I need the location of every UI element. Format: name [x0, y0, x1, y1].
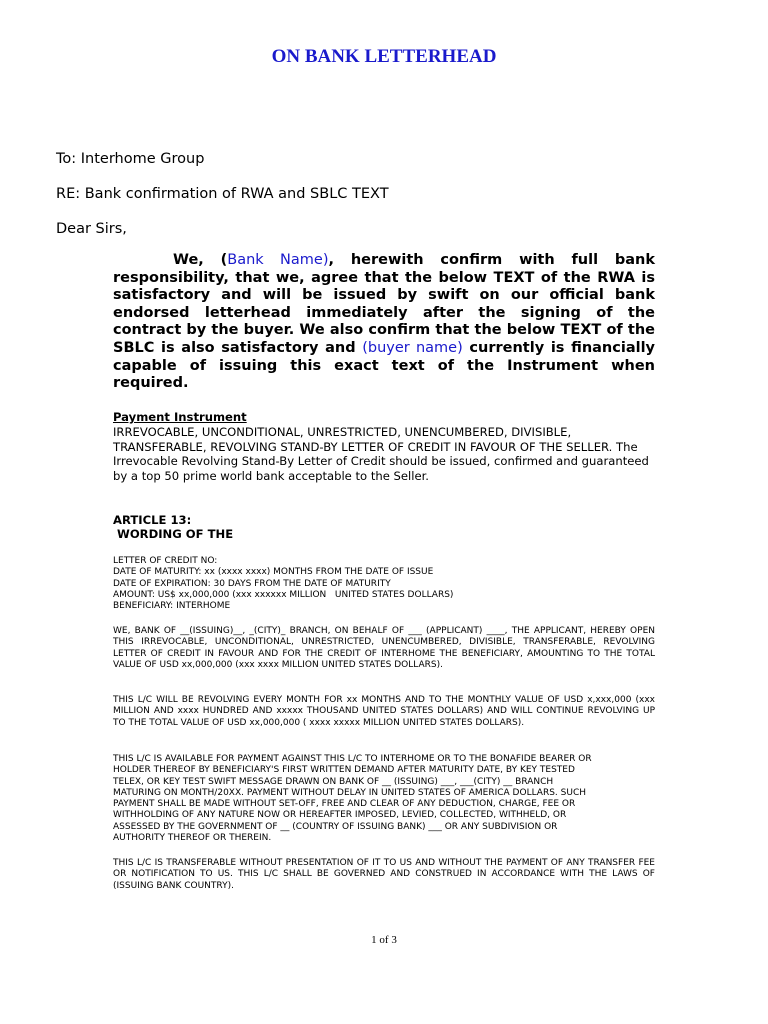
page-number: 1 of 3: [371, 934, 397, 946]
buyer-name-placeholder: (buyer name): [362, 339, 463, 356]
payment-terms-line: HOLDER THEREOF BY BENEFICIARY'S FIRST WRITTEN DEMAND AFTER MATURITY DATE, BY KEY TESTED: [113, 765, 575, 776]
article-wording: WORDING OF THE: [113, 527, 234, 541]
bank-name-placeholder: Bank Name): [227, 252, 329, 268]
recipient-line: To: Interhome Group: [56, 151, 205, 167]
maturity-date-line: DATE OF MATURITY: xx (xxxx xxxx) MONTHS FROM THE DATE OF ISSUE: [113, 567, 434, 578]
payment-terms-line: ASSESSED BY THE GOVERNMENT OF __ (COUNTRY OF ISSUING BANK) ___ OR ANY SUBDIVISION OR: [113, 821, 558, 832]
beneficiary-line: BENEFICIARY: INTERHOME: [113, 601, 231, 612]
payment-terms-paragraph: [113, 754, 655, 844]
expiration-date-line: DATE OF EXPIRATION: 30 DAYS FROM THE DATE OF MATURITY: [113, 578, 391, 589]
lc-number-line: LETTER OF CREDIT NO:: [113, 556, 218, 566]
confirmation-paragraph: [113, 252, 655, 393]
payment-terms-line: TELEX, OR KEY TEST SWIFT MESSAGE DRAWN ON BANK OF __ (ISSUING) ___, ___(CITY) __ BRANCH: [113, 776, 554, 787]
transferability-paragraph: THIS L/C IS TRANSFERABLE WITHOUT PRESENTATION OF IT TO US AND WITHOUT THE PAYMENT OF ANY TRANSFER FEE OR NOTIFICATION TO US. THIS L/C SHALL BE GOVERNED AND CONSTRUED IN ACCORDANCE WITH THE LAWS OF (ISSUING BANK COUNTRY).: [113, 858, 655, 891]
payment-terms-line: THIS L/C IS AVAILABLE FOR PAYMENT AGAINST THIS L/C TO INTERHOME OR TO THE BONAFIDE BEARER OR: [113, 754, 592, 764]
article-heading: [113, 513, 413, 541]
intro-text-1: We, (: [173, 252, 228, 268]
lc-details-block: [113, 556, 655, 612]
letterhead-title: ON BANK LETTERHEAD: [271, 46, 497, 67]
payment-terms-line: MATURING ON MONTH/20XX. PAYMENT WITHOUT DELAY IN UNITED STATES OF AMERICA DOLLARS. SUCH: [113, 787, 587, 798]
payment-instrument-section: [113, 410, 663, 484]
payment-terms-line: WITHHOLDING OF ANY NATURE NOW OR HEREAFTER IMPOSED, LEVIED, COLLECTED, WITHHELD, OR: [113, 810, 567, 821]
issuance-paragraph: WE, BANK OF __(ISSUING)__, _(CITY)_ BRANCH, ON BEHALF OF ___ (APPLICANT) ____, THE APPLICANT, HEREBY OPEN THIS IRREVOCABLE, UNCONDITIONAL, UNRESTRICTED, UNENCUMBERED, DIVISIBLE, TRANSFERABLE, REVOLVING LETTER OF CREDIT IN FAVOUR AND FOR THE CREDIT OF INTERHOME THE BENEFICIARY, AMOUNTING TO THE TOTAL VALUE OF USD xx,000,000 (xxx xxxx MILLION UNITED STATES DOLLARS).: [113, 626, 655, 670]
payment-terms-line: AUTHORITY THEREOF OR THEREIN.: [113, 833, 272, 844]
payment-instrument-title: Payment Instrument: [113, 410, 247, 424]
payment-terms-line: PAYMENT SHALL BE MADE WITHOUT SET-OFF, FREE AND CLEAR OF ANY DEDUCTION, CHARGE, FEE OR: [113, 799, 576, 810]
revolving-paragraph: THIS L/C WILL BE REVOLVING EVERY MONTH FOR xx MONTHS AND TO THE MONTHLY VALUE OF USD x,xxx,000 (xxx MILLION AND xxxx HUNDRED AND xxxxx THOUSAND UNITED STATES DOLLARS) AND WILL CONTINUE REVOLVING UP TO THE TOTAL VALUE OF USD xx,000,000 ( xxxx xxxxx MILLION UNITED STATES DOLLARS).: [113, 695, 655, 728]
subject-line: RE: Bank confirmation of RWA and SBLC TEXT: [56, 186, 389, 202]
payment-instrument-body: IRREVOCABLE, UNCONDITIONAL, UNRESTRICTED, UNENCUMBERED, DIVISIBLE, TRANSFERABLE, REVOLVING STAND-BY LETTER OF CREDIT IN FAVOUR OF THE SELLER. The Irrevocable Revolving Stand-By Letter of Credit should be issued, confirmed and guaranteed by a top 50 prime world bank acceptable to the Seller.: [113, 424, 649, 484]
article-number: ARTICLE 13:: [113, 513, 192, 527]
amount-line: AMOUNT: US$ xx,000,000 (xxx xxxxxx MILLION UNITED STATES DOLLARS): [113, 589, 454, 600]
salutation: Dear Sirs,: [56, 221, 127, 237]
intro-text-3: currently is financially capable of issuing this exact text of the Instrument when required.: [113, 339, 655, 392]
intro-text-2: , herewith confirm with full bank responsibility, that we, agree that the below TEXT of the RWA is satisfactory and will be issued by swift on our official bank endorsed letterhead immediately after the signing of the contract by the buyer. We also confirm that the below TEXT of the SBLC is also satisfactory and: [113, 252, 656, 356]
